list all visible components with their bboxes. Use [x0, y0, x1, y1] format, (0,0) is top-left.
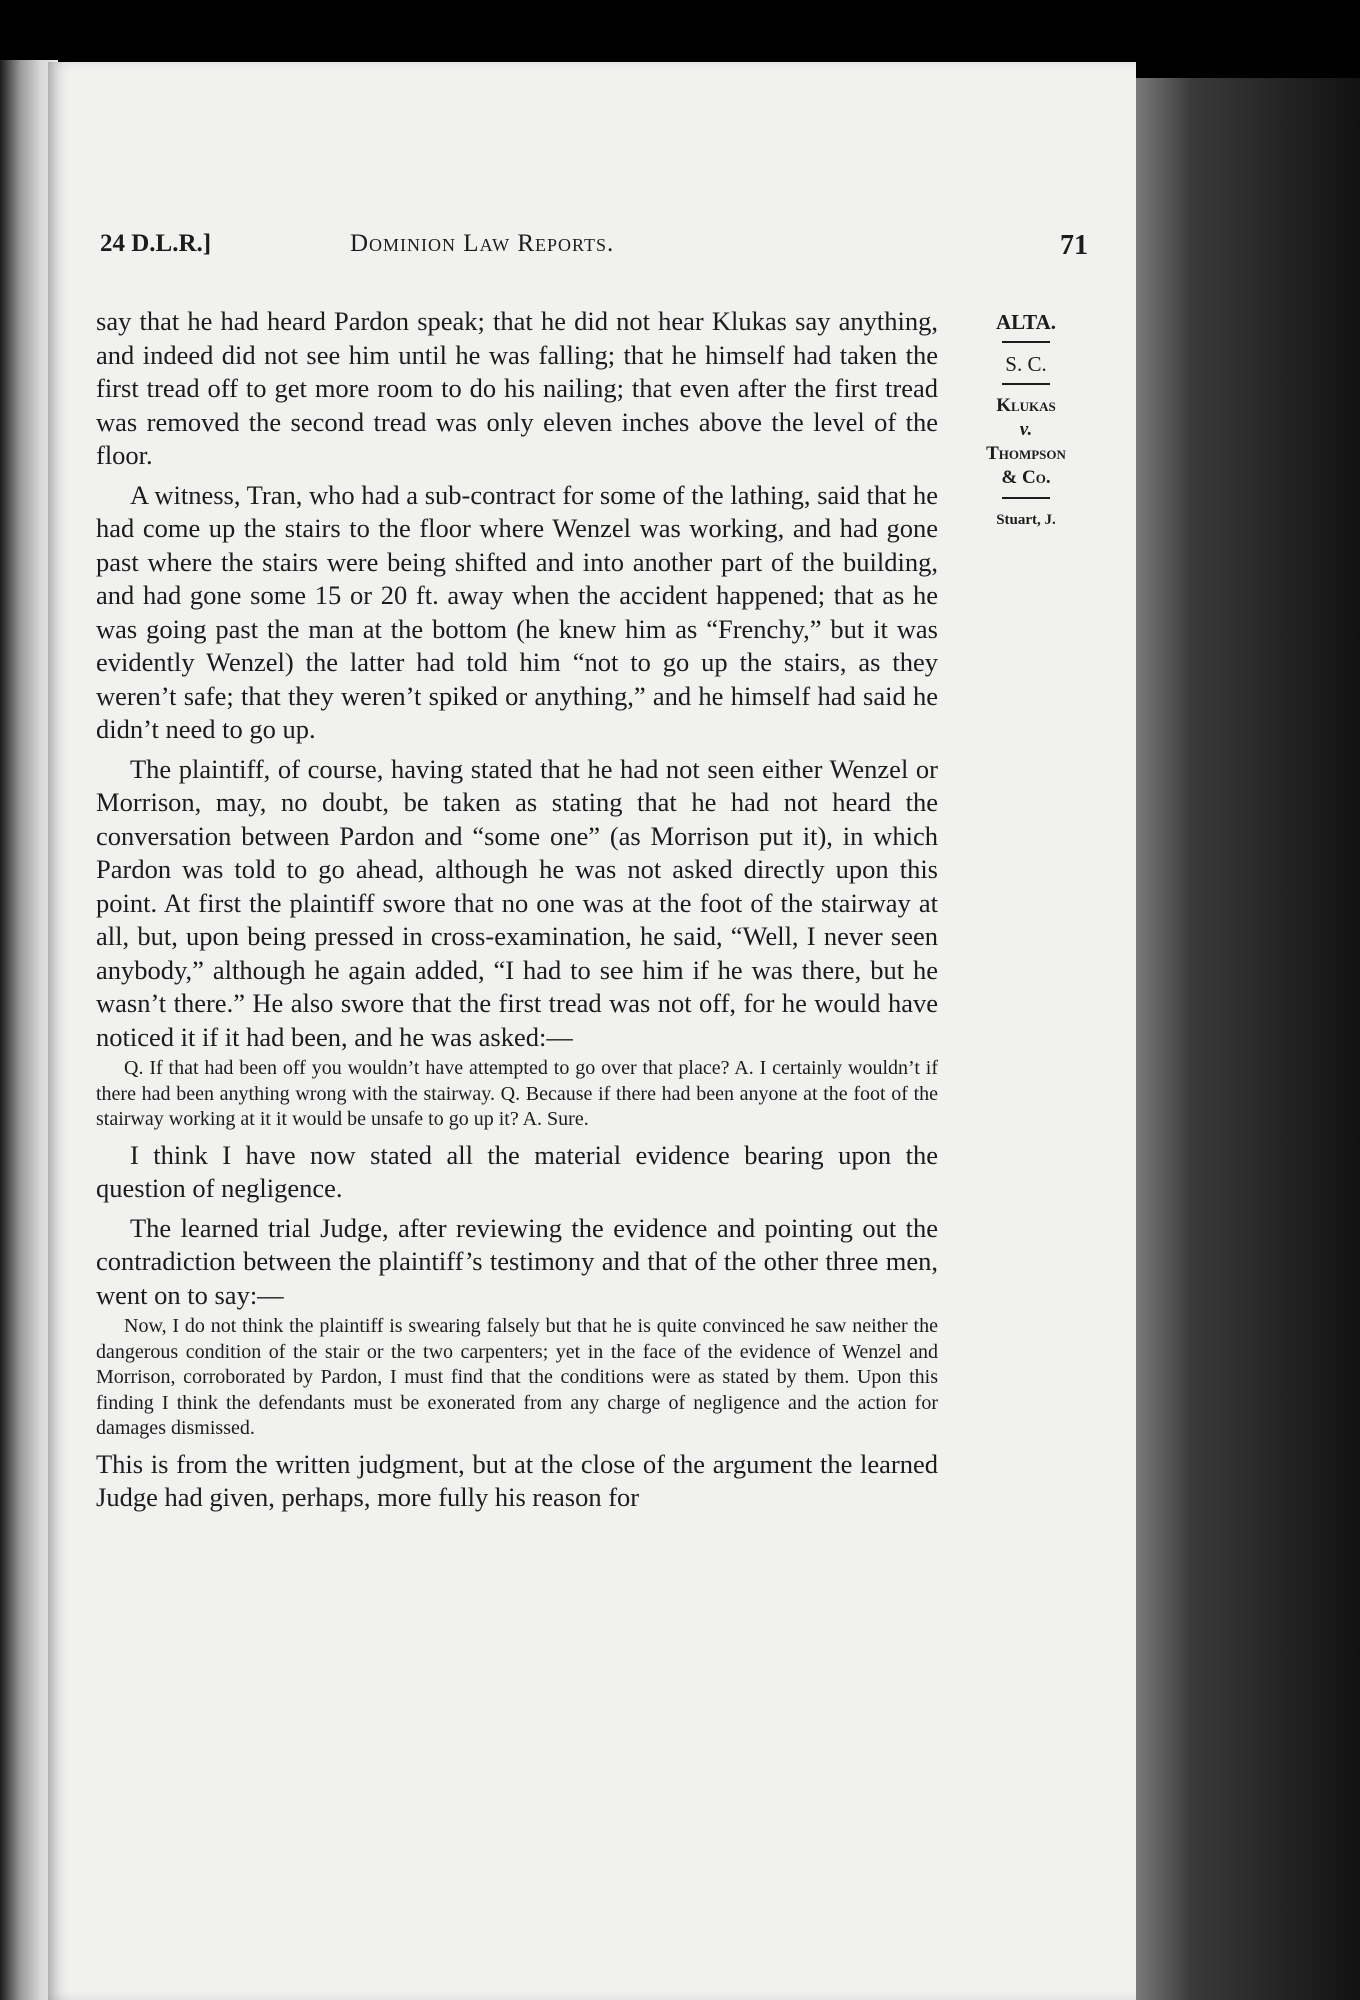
versus-label: v. [1019, 419, 1033, 440]
judge-name: Stuart, J. [996, 512, 1056, 528]
page-number: 71 [1060, 230, 1088, 261]
paragraph: This is from the written judgment, but at the close of the argument the learned Judge had given, perhaps, more fully his reason for [96, 1448, 938, 1512]
divider [1002, 383, 1050, 385]
court-label: S. C. [1005, 352, 1047, 376]
province-label: ALTA. [995, 310, 1057, 334]
main-text-column [96, 305, 938, 1515]
running-head [100, 230, 1090, 270]
block-quote-judgment: Now, I do not think the plaintiff is swearing falsely but that he is quite convinced he saw neither the dangerous condition of the stair or the two carpenters; yet in the face of the evidence of Wenzel and Morrison, corroborated by Pardon, I must find that the conditions were as stated by them. Upon this finding I think the defendants must be exonerated from any charge of negligence and the action for damages dismissed. [96, 1315, 938, 1439]
book-page-stack-edge [1136, 78, 1360, 2000]
paragraph: say that he had heard Pardon speak; that he did not hear Klukas say anything, and indeed did not see him until he was falling; that he himself had taken the first tread off to get more room to do his nailing; that even after the first tread was removed the second tread was only eleven inches above the level of the floor. [96, 306, 938, 470]
paragraph: The learned trial Judge, after reviewing the evidence and pointing out the contradiction between the plaintiff’s testimony and that of the other three men, went on to say:— [96, 1212, 938, 1310]
defendant-name-cont: & Co. [1001, 467, 1051, 488]
defendant-name: Thompson [986, 443, 1066, 464]
volume-reference: 24 D.L.R.] [100, 230, 212, 257]
divider [1002, 497, 1050, 499]
paragraph: A witness, Tran, who had a sub-contract for some of the lathing, said that he had come up the stairs to the floor where Wenzel was working, and had gone past where the stairs were being shifted and into another part of the building, and had gone some 15 or 20 ft. away when the accident happened; that as he was going past the man at the bottom (he knew him as “Frenchy,” but it was evidently Wenzel) the latter had told him “not to go up the stairs, as they weren’t safe; that they weren’t spiked or anything,” and he himself had said he didn’t need to go up. [96, 479, 938, 744]
block-quote-testimony: Q. If that had been off you wouldn’t have attempted to go over that place? A. I certainly wouldn’t if there had been anything wrong with the stairway. Q. Because if there had been anyone at the foot of the stairway working at it it would be unsafe to go up it? A. Sure. [96, 1057, 938, 1130]
divider [1002, 341, 1050, 343]
paragraph: The plaintiff, of course, having stated that he had not seen either Wenzel or Morrison, may, no doubt, be taken as stating that he had not heard the conversation between Pardon and “some one” (as Morrison put it), in which Pardon was told to go ahead, although he was not asked directly upon this point. At first the plaintiff swore that no one was at the foot of the stairway at all, but, upon being pressed in cross-examination, he said, “Well, I never seen anybody,” although he again added, “I had to see him if he was there, but he wasn’t there.” He also swore that the first tread was not off, for he would have noticed it if it had been, and he was asked:— [96, 753, 938, 1052]
reporter-title: Dominion Law Reports. [350, 230, 615, 257]
plaintiff-name: Klukas [996, 395, 1056, 416]
case-margin-note [968, 310, 1084, 532]
paragraph: I think I have now stated all the material evidence bearing upon the question of negligence. [96, 1139, 938, 1203]
